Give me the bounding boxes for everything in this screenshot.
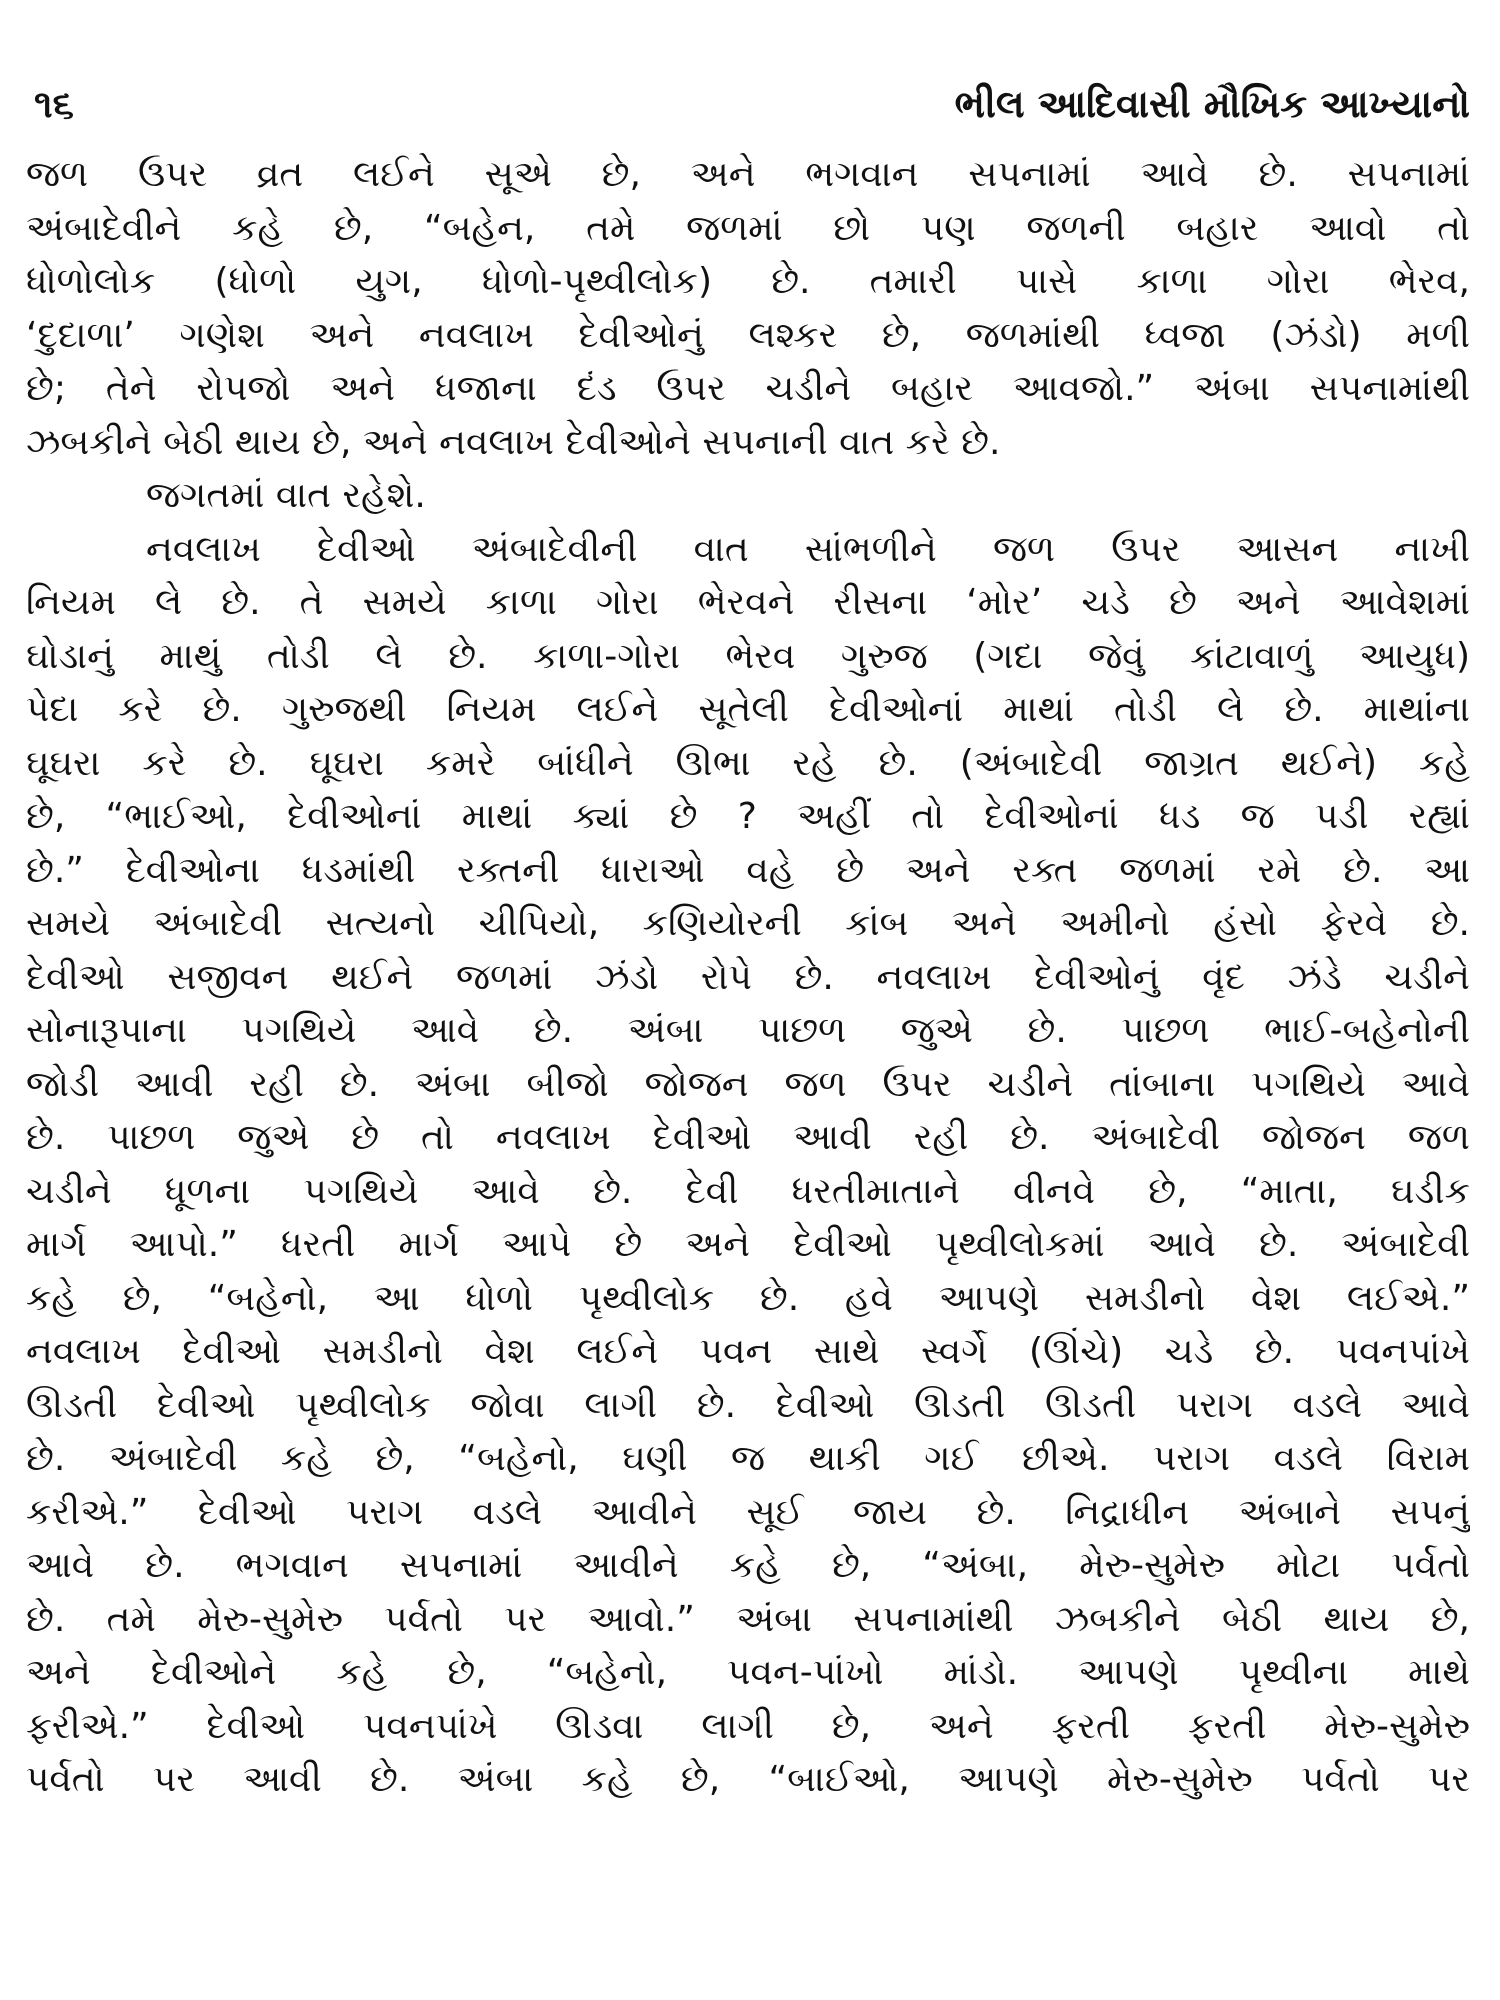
text-line: કહે છે, “બહેનો, આ ધોળો પૃથ્વીલોક છે. હવે આપણે સમડીનો વેશ લઈએ.”	[26, 1277, 1470, 1319]
text-line: દેવીઓ સજીવન થઈને જળમાં ઝંડો રોપે છે. નવલાખ દેવીઓનું વૃંદ ઝંડે ચડીને	[26, 956, 1470, 998]
text-line: છે. અંબાદેવી કહે છે, “બહેનો, ઘણી જ થાકી ગઈ છીએ. પરાગ વડલે વિરામ	[26, 1438, 1470, 1479]
page-number: ૧૬	[34, 82, 74, 126]
text-line: છે. પાછળ જુએ છે તો નવલાખ દેવીઓ આવી રહી છે. અંબાદેવી જોજન જળ	[26, 1117, 1470, 1158]
text-line: માર્ગ આપો.” ધરતી માર્ગ આપે છે અને દેવીઓ પૃથ્વીલોકમાં આવે છે. અંબાદેવી	[26, 1224, 1470, 1265]
text-line: અંબાદેવીને કહે છે, “બહેન, તમે જળમાં છો પણ જળની બહાર આવો તો	[26, 207, 1470, 249]
text-line: જોડી આવી રહી છે. અંબા બીજો જોજન જળ ઉપર ચડીને તાંબાના પગથિયે આવે	[26, 1063, 1470, 1105]
text-line: નવલાખ દેવીઓ અંબાદેવીની વાત સાંભળીને જળ ઉપર આસન નાખી	[146, 528, 1470, 570]
text-line: ફરીએ.” દેવીઓ પવનપાંખે ઊડવા લાગી છે, અને ફરતી ફરતી મેરુ-સુમેરુ	[26, 1705, 1470, 1747]
text-line: પર્વતો પર આવી છે. અંબા કહે છે, “બાઈઓ, આપણે મેરુ-સુમેરુ પર્વતો પર	[26, 1759, 1470, 1800]
text-line: છે; તેને રોપજો અને ધજાના દંડ ઉપર ચડીને બહાર આવજો.” અંબા સપનામાંથી	[26, 368, 1470, 409]
text-line: ઝબકીને બેઠી થાય છે, અને નવલાખ દેવીઓને સપનાની વાત કરે છે.	[26, 421, 1001, 463]
text-line: પેદા કરે છે. ગુરુજથી નિયમ લઈને સૂતેલી દેવીઓનાં માથાં તોડી લે છે. માથાંના	[26, 689, 1470, 730]
text-line: છે.” દેવીઓના ધડમાંથી રક્તની ધારાઓ વહે છે અને રક્ત જળમાં રમે છે. આ	[26, 849, 1470, 891]
text-line: સમયે અંબાદેવી સત્યનો ચીપિયો, કણિયોરની કાંબ અને અમીનો હંસો ફેરવે છે.	[26, 903, 1470, 944]
text-line: ઘોડાનું માથું તોડી લે છે. કાળા-ગોરા ભેરવ ગુરુજ (ગદા જેવું કાંટાવાળું આયુધ)	[26, 635, 1470, 677]
text-line: છે, “ભાઈઓ, દેવીઓનાં માથાં ક્યાં છે ? અહીં તો દેવીઓનાં ધડ જ પડી રહ્યાં	[26, 796, 1470, 837]
text-line: ‘દુદાળા’ ગણેશ અને નવલાખ દેવીઓનું લશ્કર છે, જળમાંથી ધ્વજા (ઝંડો) મળી	[26, 314, 1470, 356]
text-line: નિયમ લે છે. તે સમયે કાળા ગોરા ભેરવને રીસના ‘મોર’ ચડે છે અને આવેશમાં	[26, 582, 1470, 623]
text-line: જગતમાં વાત રહેશે.	[146, 475, 426, 516]
running-title: ભીલ આદિવાસી મૌખિક આખ્યાનો	[954, 82, 1470, 126]
body-text	[26, 148, 1470, 1968]
text-line: ઘૂઘરા કરે છે. ઘૂઘરા કમરે બાંધીને ઊભા રહે છે. (અંબાદેવી જાગ્રત થઈને) કહે	[26, 742, 1470, 784]
text-line: ઊડતી દેવીઓ પૃથ્વીલોક જોવા લાગી છે. દેવીઓ ઊડતી ઊડતી પરાગ વડલે આવે	[26, 1384, 1470, 1426]
text-line: અને દેવીઓને કહે છે, “બહેનો, પવન-પાંખો માંડો. આપણે પૃથ્વીના માથે	[26, 1652, 1470, 1693]
text-line: સોનારૂપાના પગથિયે આવે છે. અંબા પાછળ જુએ છે. પાછળ ભાઈ-બહેનોની	[26, 1010, 1470, 1051]
text-line: કરીએ.” દેવીઓ પરાગ વડલે આવીને સૂઈ જાય છે. નિદ્રાધીન અંબાને સપનું	[26, 1491, 1470, 1533]
text-line: આવે છે. ભગવાન સપનામાં આવીને કહે છે, “અંબા, મેરુ-સુમેરુ મોટા પર્વતો	[26, 1545, 1470, 1586]
text-line: છે. તમે મેરુ-સુમેરુ પર્વતો પર આવો.” અંબા સપનામાંથી ઝબકીને બેઠી થાય છે,	[26, 1598, 1470, 1640]
text-line: નવલાખ દેવીઓ સમડીનો વેશ લઈને પવન સાથે સ્વર્ગે (ઊંચે) ચડે છે. પવનપાંખે	[26, 1331, 1470, 1372]
text-line: જળ ઉપર વ્રત લઈને સૂએ છે, અને ભગવાન સપનામાં આવે છે. સપનામાં	[26, 154, 1470, 195]
page-header	[34, 78, 1470, 130]
text-line: ધોળોલોક (ધોળો યુગ, ધોળો-પૃથ્વીલોક) છે. તમારી પાસે કાળા ગોરા ભેરવ,	[26, 261, 1470, 302]
text-line: ચડીને ધૂળના પગથિયે આવે છે. દેવી ધરતીમાતાને વીનવે છે, “માતા, ઘડીક	[26, 1170, 1470, 1212]
